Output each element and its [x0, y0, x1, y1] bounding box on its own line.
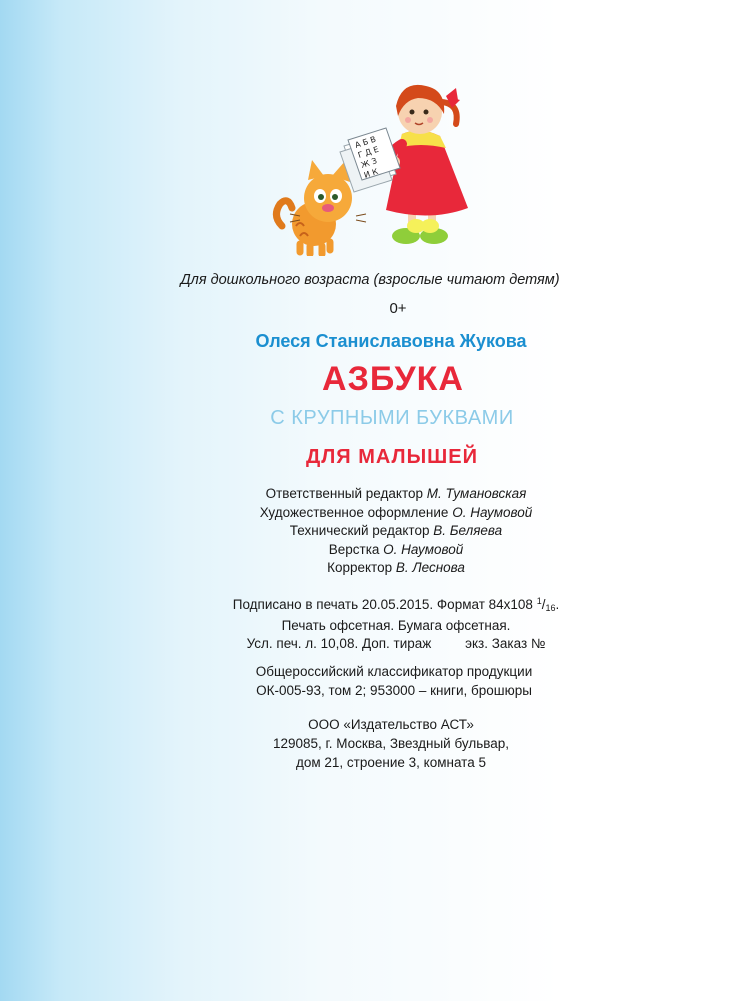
author-name: Олеся Станиславовна Жукова [255, 331, 527, 351]
book-subtitle: С КРУПНЫМИ БУКВАМИ [270, 407, 514, 429]
publisher-address [13, 715, 756, 772]
credits-block [18, 485, 756, 578]
girl-and-kitten-illustration [270, 76, 480, 256]
credit-name: О. Наумовой [383, 541, 464, 557]
classifier-line-2: ОК-005-93, том 2; 953000 – книги, брошюры [256, 683, 532, 698]
classifier-line-1: Общероссийский классификатор продукции [255, 664, 533, 679]
credit-role: Технический редактор [289, 523, 430, 538]
credit-name: В. Леснова [395, 560, 465, 575]
print-details [18, 592, 756, 653]
book-title-tail: ДЛЯ МАЛЫШЕЙ [306, 446, 478, 468]
credit-name: О. Наумовой [452, 504, 533, 520]
credit-line [18, 522, 756, 541]
product-classifier [16, 662, 756, 700]
credit-role: Верстка [328, 541, 380, 557]
credit-name: В. Беляева [433, 523, 503, 538]
publisher-building: дом 21, строение 3, комната 5 [296, 755, 486, 770]
print-order-text: экз. Заказ № [465, 636, 546, 651]
credit-line [18, 485, 756, 504]
format-numerator: 1 [536, 596, 542, 606]
format-denominator: 16 [545, 603, 556, 613]
publisher-street: 129085, г. Москва, Звездный бульвар, [272, 736, 510, 751]
svg-text:Ж З: Ж З [359, 156, 379, 170]
print-line-3 [18, 635, 756, 653]
age-note: Для дошкольного возраста (взрослые читают детям) [180, 272, 560, 288]
print-line-1: Подписано в печать 20.05.2015. Формат 84x108 $^1/_{16}$. [232, 596, 560, 613]
print-line-2: Печать офсетная. Бумага офсетная. [281, 618, 511, 633]
svg-text:Г Д Е: Г Д Е [356, 144, 380, 160]
print-format-text: Подписано в печать 20.05.2015. Формат 84x108 [232, 597, 533, 612]
book-title: АЗБУКА [322, 360, 464, 398]
credit-line [18, 504, 756, 523]
alphabet-card-icon [340, 128, 400, 192]
age-rating: 0+ [389, 300, 407, 317]
svg-text:И К: И К [362, 166, 380, 180]
credit-role: Корректор [327, 560, 393, 575]
credit-line [18, 541, 756, 560]
svg-text:А Б В: А Б В [353, 134, 378, 150]
credit-line [18, 559, 756, 578]
publisher-name: ООО «Издательство АСТ» [308, 717, 474, 732]
credit-role: Ответственный редактор [265, 486, 423, 501]
credit-role: Художественное оформление [259, 504, 449, 520]
print-sheets-text: Усл. печ. л. 10,08. Доп. тираж [246, 636, 432, 651]
credit-name: М. Тумановская [426, 486, 527, 501]
